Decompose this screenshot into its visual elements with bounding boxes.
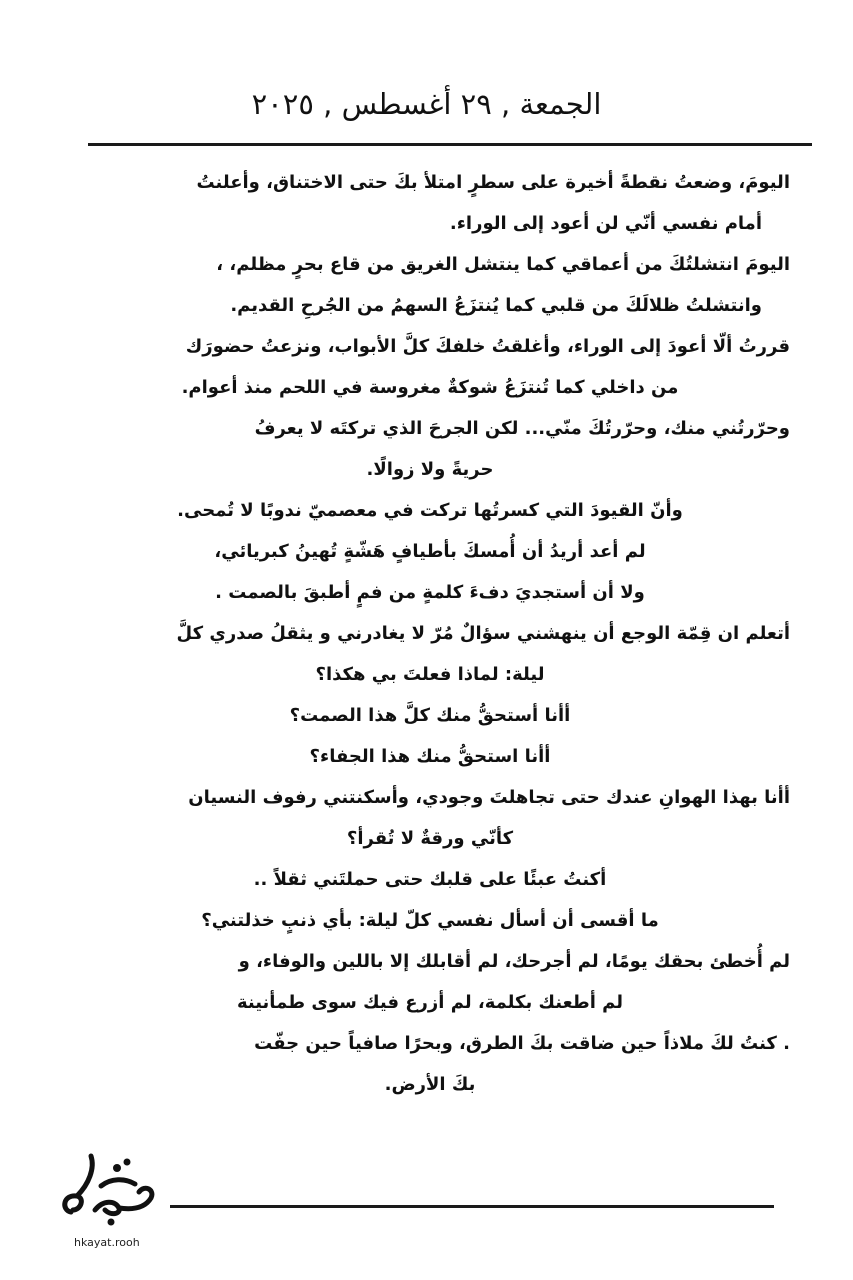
text-line: بكَ الأرض. <box>384 1074 476 1095</box>
text-line: اليومَ انتشلتُكَ من أعماقي كما ينتشل الغريق من قاع بحرٍ مظلم، ، <box>216 254 790 275</box>
text-line: أأنا استحقُّ منك هذا الجفاء؟ <box>309 746 551 767</box>
text-line: أكنتُ عبئًا على قلبك حتى حملتَني ثقلاً .. <box>253 869 607 890</box>
text-line: قررتُ ألّا أعودَ إلى الوراء، وأغلقتُ خلفكَ كلَّ الأبواب، ونزعتُ حضورَك <box>185 336 790 357</box>
prose-body <box>70 162 790 1105</box>
text-line: أأنا أستحقُّ منك كلَّ هذا الصمت؟ <box>289 705 571 726</box>
text-line: ولا أن أستجديَ دفءَ كلمةٍ من فمٍ أطبقَ بالصمت . <box>215 582 645 603</box>
date-heading: الجمعة , ٢٩ أغسطس , ٢٠٢٥ <box>251 87 602 121</box>
top-divider <box>88 143 812 146</box>
text-line: لم أُخطئ بحقك يومًا، لم أجرحك، لم أقابلك إلا باللين والوفاء، و <box>238 951 790 972</box>
text-line: اليومَ، وضعتُ نقطةً أخيرة على سطرٍ امتلأ بكَ حتى الاختناق، وأعلنتُ <box>196 172 790 193</box>
text-line: . كنتُ لكَ ملاذاً حين ضاقت بكَ الطرق، وبحرًا صافياً حين جفّت <box>254 1033 790 1054</box>
text-line: وحرّرتُني منك، وحرّرتُكَ منّي... لكن الجرحَ الذي تركتَه لا يعرفُ <box>254 418 790 439</box>
bottom-divider <box>170 1205 774 1208</box>
calligraphy-logo <box>55 1150 165 1232</box>
text-line: حريةً ولا زوالًا. <box>366 459 494 480</box>
text-line: لم أطعنك بكلمة، لم أزرع فيك سوى طمأنينة <box>236 992 624 1013</box>
logo-stroke-jeem <box>95 1202 119 1213</box>
text-line: كأنّي ورقةٌ لا تُقرأ؟ <box>346 828 514 849</box>
text-line: لم أعد أريدُ أن أُمسكَ بأطيافٍ هَشّةٍ تُهينُ كبريائي، <box>214 541 646 562</box>
logo-stroke-arc <box>101 1180 135 1186</box>
text-line: من داخلي كما تُنتزَعُ شوكةٌ مغروسة في اللحم منذ أعوام. <box>181 377 679 398</box>
text-line: أأنا بهذا الهوانِ عندك حتى تجاهلتَ وجودي، وأسكنتني رفوف النسيان <box>188 787 790 808</box>
text-line: ليلة: لماذا فعلتَ بي هكذا؟ <box>315 664 545 685</box>
logo-dot <box>113 1164 121 1172</box>
author-handle: hkayat.rooh <box>74 1236 140 1249</box>
logo-stroke-dal <box>119 1188 152 1208</box>
text-line: أمام نفسي أنّي لن أعود إلى الوراء. <box>449 213 762 234</box>
text-line: أتعلم ان قِمّة الوجع أن ينهشني سؤالٌ مُرّ لا يغادرني و يثقلُ صدري كلَّ <box>176 623 790 644</box>
text-line: وأنّ القيودَ التي كسرتُها تركت في معصميّ ندوبًا لا تُمحى. <box>177 500 683 521</box>
text-line: وانتشلتُ ظلالَكَ من قلبي كما يُنتزَعُ السهمُ من الجُرحِ القديم. <box>230 295 762 316</box>
text-line: ما أقسى أن أسأل نفسي كلّ ليلة: بأي ذنبٍ خذلتني؟ <box>201 910 659 931</box>
logo-dot <box>124 1159 131 1166</box>
logo-dot <box>108 1219 115 1226</box>
logo-stroke-waw <box>65 1196 82 1212</box>
logo-stroke-waw-tail <box>77 1156 92 1196</box>
